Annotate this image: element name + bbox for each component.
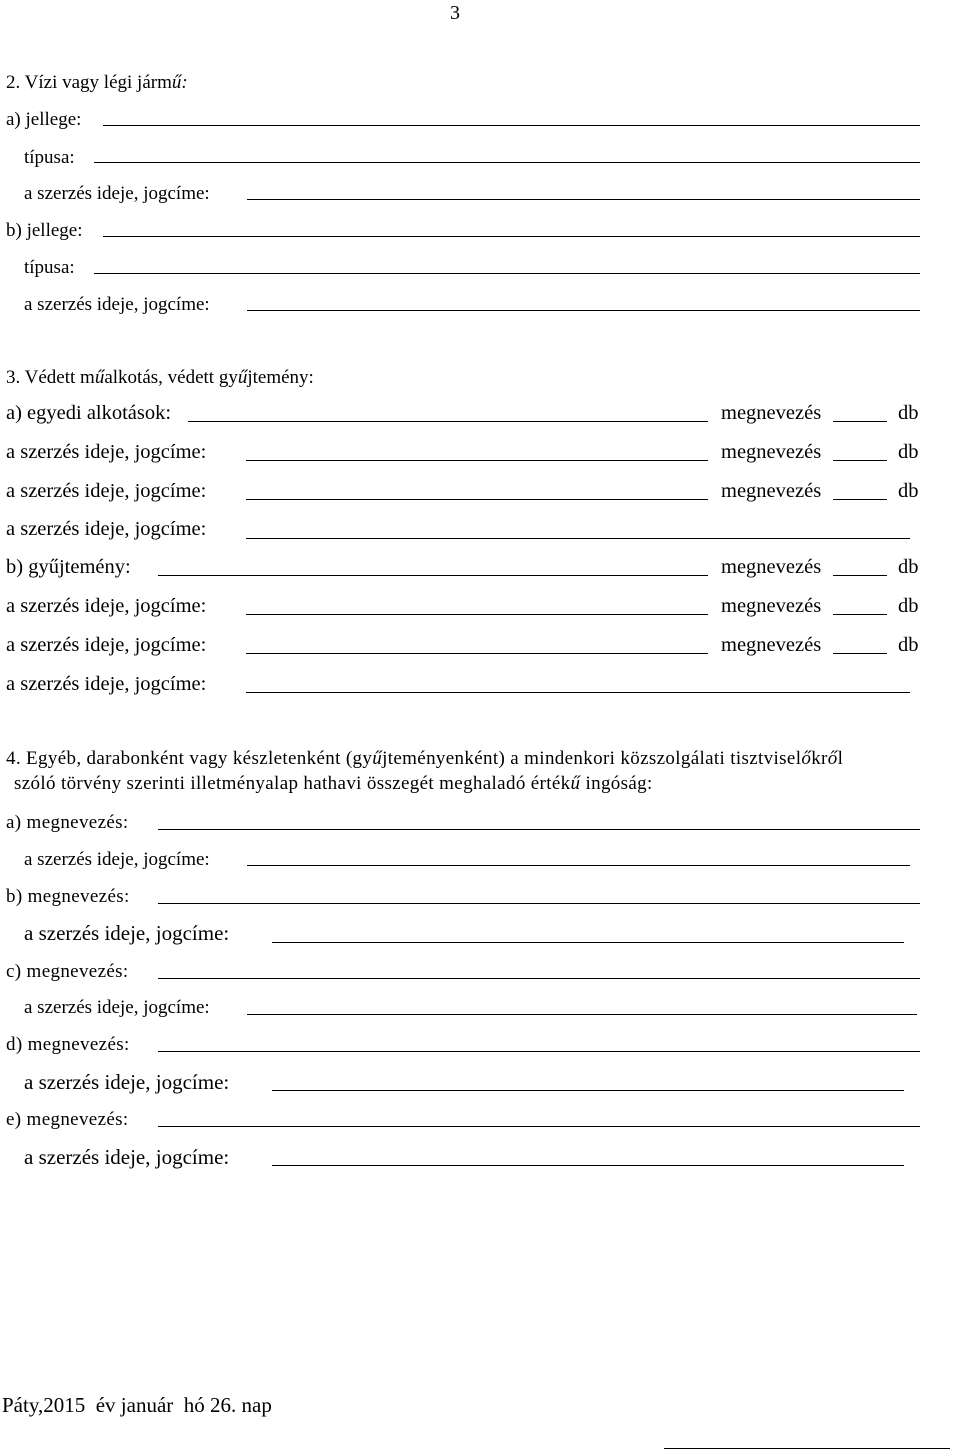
s3-count-field[interactable] bbox=[833, 575, 887, 576]
s2-b-tipusa-field[interactable] bbox=[94, 273, 920, 274]
section-4-title-part: 4. Egyéb, darabonként vagy készletenként (gy bbox=[6, 748, 373, 769]
section-4-title-part: l bbox=[837, 748, 844, 769]
s2-a-szerzes-label: a szerzés ideje, jogcíme: bbox=[24, 183, 210, 204]
s3-szerzes-field[interactable] bbox=[246, 499, 708, 500]
s4-a-szerzes-field[interactable] bbox=[247, 865, 910, 866]
page-number: 3 bbox=[450, 2, 460, 24]
s3-szerzes-field[interactable] bbox=[246, 538, 910, 539]
s3-szerzes-label: a szerzés ideje, jogcíme: bbox=[6, 518, 207, 540]
s3-db-label: db bbox=[898, 402, 919, 424]
section-3-title-part: ű bbox=[94, 367, 105, 388]
section-4-title-part: jteményenként) a mindenkori közszolgálati tisztvisel bbox=[382, 748, 802, 769]
s2-a-tipusa-label: típusa: bbox=[24, 147, 75, 168]
s4-d-label: d) megnevezés: bbox=[6, 1034, 130, 1055]
s4-c-field[interactable] bbox=[158, 978, 920, 979]
section-4-title-part: ingóság: bbox=[580, 773, 653, 794]
s3-szerzes-field[interactable] bbox=[246, 614, 708, 615]
section-4-title-part: ű bbox=[570, 773, 581, 794]
s2-a-szerzes-field[interactable] bbox=[247, 199, 920, 200]
s3-a-field[interactable] bbox=[188, 421, 708, 422]
section-2-title-part: 2. Vízi vagy légi járm bbox=[6, 72, 172, 93]
s4-d-field[interactable] bbox=[158, 1051, 920, 1052]
s2-b-szerzes-field[interactable] bbox=[247, 310, 920, 311]
section-2-title-part: : bbox=[181, 72, 188, 93]
s3-b-field[interactable] bbox=[158, 575, 708, 576]
section-4-title-line-1 bbox=[6, 749, 843, 768]
s3-count-field[interactable] bbox=[833, 614, 887, 615]
section-4-title-part: ő bbox=[801, 748, 812, 769]
s3-b-label: b) gyűjtemény: bbox=[6, 556, 131, 578]
s4-e-szerzes-label: a szerzés ideje, jogcíme: bbox=[24, 1145, 230, 1169]
section-4-title-part: kr bbox=[811, 748, 828, 769]
section-3-title-part: jtemény: bbox=[247, 367, 314, 388]
s4-d-szerzes-field[interactable] bbox=[272, 1090, 904, 1091]
section-2-title bbox=[6, 73, 188, 92]
section-3-title-part: ű bbox=[237, 367, 248, 388]
s4-b-szerzes-label: a szerzés ideje, jogcíme: bbox=[24, 921, 230, 945]
s3-db-label: db bbox=[898, 480, 919, 502]
s2-b-tipusa-label: típusa: bbox=[24, 257, 75, 278]
s3-szerzes-field[interactable] bbox=[246, 692, 910, 693]
s3-szerzes-label: a szerzés ideje, jogcíme: bbox=[6, 673, 207, 695]
s3-megnevezes-label: megnevezés bbox=[721, 480, 822, 502]
s2-a-jellege-field[interactable] bbox=[103, 125, 920, 126]
s4-e-szerzes-field[interactable] bbox=[272, 1165, 904, 1166]
section-3-title-part: alkotás, védett gy bbox=[104, 367, 238, 388]
section-3-title-part: 3. Védett m bbox=[6, 367, 95, 388]
s3-megnevezes-label: megnevezés bbox=[721, 634, 822, 656]
s3-megnevezes-label: megnevezés bbox=[721, 556, 822, 578]
s3-megnevezes-label: megnevezés bbox=[721, 441, 822, 463]
s4-d-szerzes-label: a szerzés ideje, jogcíme: bbox=[24, 1070, 230, 1094]
s3-szerzes-label: a szerzés ideje, jogcíme: bbox=[6, 441, 207, 463]
s3-megnevezes-label: megnevezés bbox=[721, 402, 822, 424]
s2-b-jellege-field[interactable] bbox=[103, 236, 920, 237]
s4-a-label: a) megnevezés: bbox=[6, 812, 129, 833]
s2-b-szerzes-label: a szerzés ideje, jogcíme: bbox=[24, 294, 210, 315]
s3-db-label: db bbox=[898, 634, 919, 656]
s4-c-label: c) megnevezés: bbox=[6, 961, 129, 982]
s3-db-label: db bbox=[898, 595, 919, 617]
s4-e-field[interactable] bbox=[158, 1126, 920, 1127]
s3-szerzes-label: a szerzés ideje, jogcíme: bbox=[6, 480, 207, 502]
s3-szerzes-field[interactable] bbox=[246, 653, 708, 654]
section-2-title-part: ű bbox=[171, 72, 182, 93]
s4-b-label: b) megnevezés: bbox=[6, 886, 130, 907]
s3-szerzes-field[interactable] bbox=[246, 460, 708, 461]
s2-a-tipusa-field[interactable] bbox=[94, 162, 920, 163]
s2-b-jellege-label: b) jellege: bbox=[6, 220, 83, 241]
s3-count-field[interactable] bbox=[833, 499, 887, 500]
section-4-title-part: ű bbox=[372, 748, 383, 769]
signature-field[interactable] bbox=[664, 1448, 950, 1449]
s3-count-field[interactable] bbox=[833, 421, 887, 422]
section-3-title bbox=[6, 368, 314, 387]
s3-szerzes-label: a szerzés ideje, jogcíme: bbox=[6, 595, 207, 617]
section-4-title-part: szóló törvény szerinti illetményalap hathavi összegét meghaladó érték bbox=[14, 773, 571, 794]
s3-megnevezes-label: megnevezés bbox=[721, 595, 822, 617]
s3-szerzes-label: a szerzés ideje, jogcíme: bbox=[6, 634, 207, 656]
date-line: Páty,2015 év január hó 26. nap bbox=[2, 1393, 272, 1417]
s3-db-label: db bbox=[898, 556, 919, 578]
s4-b-szerzes-field[interactable] bbox=[272, 942, 904, 943]
section-4-title-part: ő bbox=[827, 748, 838, 769]
s4-c-szerzes-field[interactable] bbox=[247, 1014, 917, 1015]
s3-count-field[interactable] bbox=[833, 460, 887, 461]
s4-b-field[interactable] bbox=[158, 903, 920, 904]
s4-a-field[interactable] bbox=[158, 829, 920, 830]
s4-c-szerzes-label: a szerzés ideje, jogcíme: bbox=[24, 997, 210, 1018]
s2-a-jellege-label: a) jellege: bbox=[6, 109, 82, 130]
s3-count-field[interactable] bbox=[833, 653, 887, 654]
s4-a-szerzes-label: a szerzés ideje, jogcíme: bbox=[24, 849, 210, 870]
section-4-title-line-2 bbox=[14, 774, 653, 793]
s3-db-label: db bbox=[898, 441, 919, 463]
s3-a-label: a) egyedi alkotások: bbox=[6, 402, 172, 424]
s4-e-label: e) megnevezés: bbox=[6, 1109, 129, 1130]
